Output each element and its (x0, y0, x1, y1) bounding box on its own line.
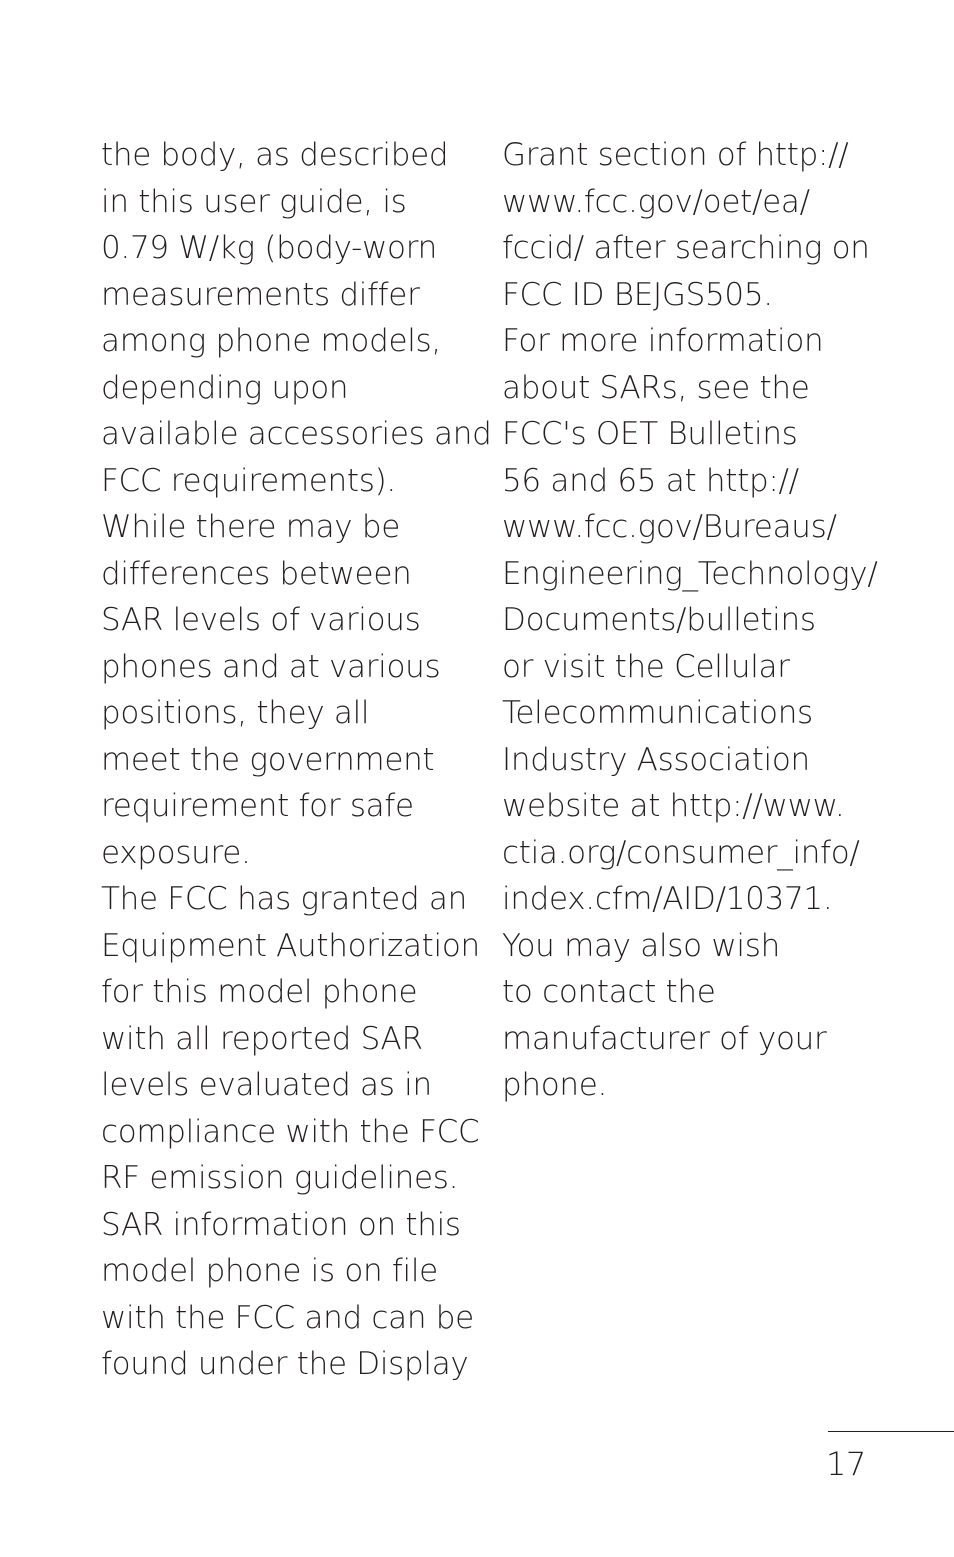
text-line: SAR information on this (101, 1206, 461, 1243)
text-line: ctia.org/consumer_info/ (502, 834, 860, 871)
text-line: 0.79 W/kg (body-worn (101, 230, 437, 266)
text-line: model phone is on file (101, 1253, 438, 1289)
text-line: FCC's OET Bulletins (502, 416, 798, 452)
text-line: positions, they all (101, 695, 370, 731)
right-text-column (502, 132, 942, 1109)
text-line: manufacturer of your (502, 1020, 827, 1057)
text-line: levels evaluated as in (101, 1067, 432, 1103)
text-line: phones and at various (101, 648, 441, 685)
text-line: differences between (101, 555, 412, 592)
text-line: compliance with the FCC (101, 1113, 480, 1150)
text-line: exposure. (101, 834, 251, 871)
text-line: with the FCC and can be (101, 1299, 474, 1336)
text-line: meet the government (101, 741, 435, 778)
text-line: measurements differ (101, 276, 420, 313)
text-line: or visit the Cellular (502, 648, 790, 685)
text-line: found under the Display (101, 1346, 469, 1382)
text-line: Engineering_Technology/ (502, 555, 878, 592)
text-line: requirement for safe (101, 788, 414, 824)
text-line: Grant section of http:// (502, 137, 849, 173)
text-line: FCC ID BEJGS505. (502, 276, 773, 313)
text-line: in this user guide, is (101, 183, 407, 220)
left-text-column (101, 132, 496, 1388)
text-line: The FCC has granted an (101, 881, 467, 917)
text-line: fccid/ after searching on (502, 230, 870, 266)
text-line: available accessories and (101, 416, 492, 452)
text-line: depending upon (101, 369, 349, 406)
text-line: about SARs, see the (502, 369, 810, 406)
text-line: Industry Association (502, 741, 810, 778)
text-line: SAR levels of various (101, 602, 421, 638)
page-number: 17 (826, 1445, 866, 1483)
text-line: phone. (502, 1067, 608, 1103)
text-line: among phone models, (101, 323, 441, 359)
text-line: FCC requirements). (101, 462, 396, 499)
text-line: www.fcc.gov/oet/ea/ (502, 183, 810, 220)
text-line: Telecommunications (502, 695, 813, 731)
text-line: 56 and 65 at http:// (502, 462, 799, 499)
text-line: for this model phone (101, 974, 418, 1010)
text-line: Equipment Authorization (101, 927, 480, 964)
text-line: For more information (502, 323, 824, 359)
text-line: While there may be (101, 509, 401, 545)
text-line: RF emission guidelines. (101, 1160, 459, 1196)
text-line: index.cfm/AID/10371. (502, 881, 833, 917)
text-line: with all reported SAR (101, 1020, 423, 1057)
text-line: website at http://www. (502, 788, 845, 824)
text-line: www.fcc.gov/Bureaus/ (502, 509, 837, 545)
text-line: the body, as described (101, 137, 449, 173)
footer-divider (828, 1431, 954, 1432)
text-line: You may also wish (502, 927, 780, 964)
text-line: Documents/bulletins (502, 602, 816, 638)
text-line: to contact the (502, 974, 716, 1010)
